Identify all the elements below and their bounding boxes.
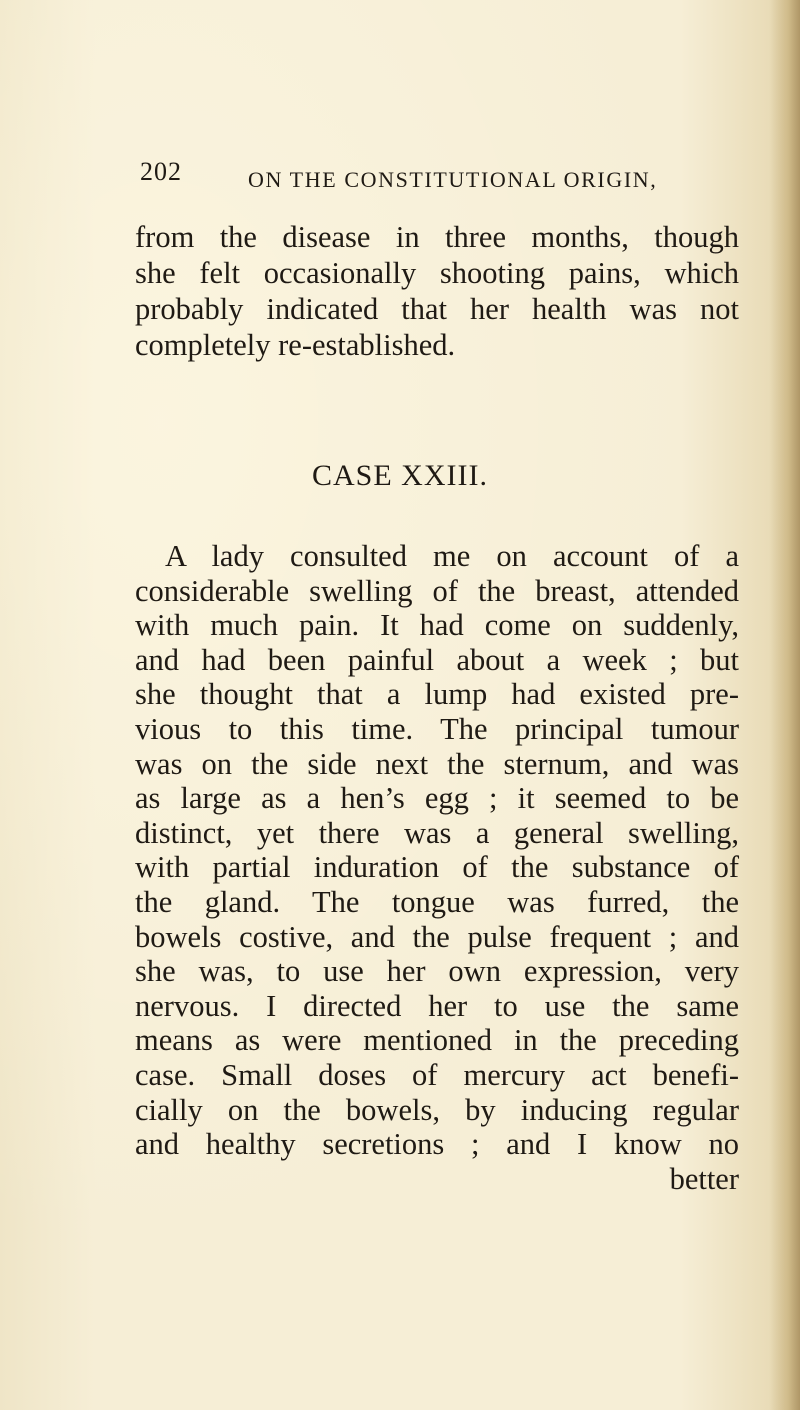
text-line: means as were mentioned in the preceding [135,1023,739,1058]
text-line: was on the side next the sternum, and was [135,746,739,781]
case-paragraph [135,539,739,1196]
text-line: and had been painful about a week ; but [135,642,739,677]
page-edge-shadow [770,0,800,1410]
text-line: distinct, yet there was a general swelling, [135,815,739,850]
text-line: the gland. The tongue was furred, the [135,884,739,919]
text-line: completely re-established. [135,328,456,362]
text-line: A lady consulted me on account of a [165,539,739,573]
case-heading: CASE XXIII. [312,459,488,492]
text-line: as large as a hen’s egg ; it seemed to be [135,781,739,816]
text-line: vious to this time. The principal tumour [135,711,739,746]
text-line: from the disease in three months, though [135,220,739,254]
text-line: case. Small doses of mercury act benefi- [135,1057,739,1092]
text-line: with partial induration of the substance of [135,850,739,885]
text-line: she thought that a lump had existed pre- [135,677,739,712]
page-number: 202 [140,157,182,186]
text-line: she was, to use her own expression, very [135,954,739,989]
running-head [140,157,700,197]
text-line: and healthy secretions ; and I know no [135,1127,739,1162]
text-line: probably indicated that her health was not [135,292,739,326]
text-line: nervous. I directed her to use the same [135,988,739,1023]
text-line: cially on the bowels, by inducing regular [135,1092,739,1127]
text-line: considerable swelling of the breast, attended [135,573,739,608]
text-line: bowels costive, and the pulse frequent ; and [135,919,739,954]
running-head-title: ON THE CONSTITUTIONAL ORIGIN, [248,167,658,192]
catchword: better [669,1161,739,1196]
text-line: with much pain. It had come on suddenly, [135,608,739,643]
paragraph-continued [135,219,739,363]
text-line: she felt occasionally shooting pains, which [135,256,739,290]
